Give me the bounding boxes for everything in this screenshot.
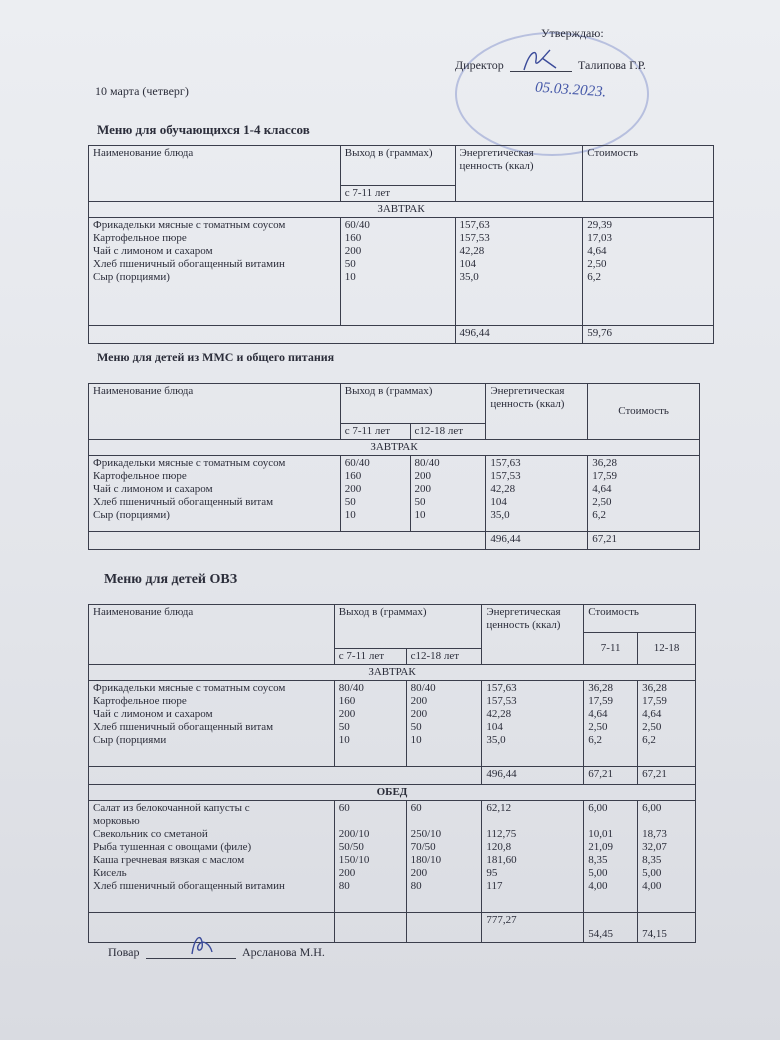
list-item: 157,63 (486, 682, 517, 694)
s1-cost-list (583, 218, 714, 326)
list-item: 4,64 (588, 708, 608, 720)
list-item: 80/40 (414, 457, 440, 469)
s3-l-output711-list (334, 801, 406, 913)
list-item: 50/50 (338, 841, 364, 853)
list-item: Сыр (порциями) (93, 509, 170, 521)
director-name: Талипова Г.Р. (578, 58, 646, 72)
s1-header-output: Выход в (граммах) (340, 146, 455, 186)
list-item: Фрикадельки мясные с томатным соусом (93, 682, 286, 694)
list-item: 60 (410, 802, 422, 814)
list-item: 157,63 (490, 457, 521, 469)
s1-energy-list (455, 218, 583, 326)
s2-output711-list (340, 456, 410, 532)
list-item: Сыр (порциями (93, 734, 167, 746)
list-item: 21,09 (588, 841, 613, 853)
list-item: 10 (344, 271, 356, 283)
list-item: 2,50 (587, 258, 607, 270)
s1-total-label (89, 326, 456, 344)
s3-b-cost2-list (638, 681, 696, 767)
list-item: 104 (459, 258, 476, 270)
list-item: 6,2 (587, 271, 602, 283)
s3-l-energy-list (482, 801, 584, 913)
list-item: 17,03 (587, 232, 613, 244)
s3-b-total-cost1: 67,21 (584, 767, 638, 785)
list-item: 6,2 (588, 734, 602, 746)
list-item: 6,2 (642, 734, 656, 746)
s3-b-output711-list (334, 681, 406, 767)
s2-header-cost: Стоимость (588, 384, 700, 440)
s3-l-total-energy: 777,27 (482, 913, 584, 943)
list-item: 6,2 (592, 509, 606, 521)
s1-header-cost: Стоимость (583, 146, 714, 202)
list-item: 200 (414, 483, 432, 495)
list-item: 4,64 (587, 245, 607, 257)
s3-header-age1: с 7-11 лет (334, 649, 406, 665)
s3-b-total-cost2: 67,21 (638, 767, 696, 785)
list-item: Хлеб пшеничный обогащенный витамин (93, 880, 285, 892)
list-item: Рыба тушенная с овощами (филе) (93, 841, 252, 853)
list-item: 60 (338, 802, 350, 814)
list-item: Каша гречневая вязкая с маслом (93, 854, 245, 866)
list-item: 200 (338, 708, 356, 720)
list-item: 42,28 (486, 708, 512, 720)
list-item: 2,50 (642, 721, 662, 733)
s3-header-cost2: 12-18 (638, 633, 696, 665)
list-item: 200 (344, 483, 362, 495)
s1-header-name: Наименование блюда (89, 146, 341, 202)
list-item: 8,35 (642, 854, 662, 866)
list-item: Хлеб пшеничный обогащенный витам (93, 721, 274, 733)
s3-b-total-label (89, 767, 482, 785)
list-item: 104 (490, 496, 507, 508)
list-item: 10 (414, 509, 426, 521)
s2-header-name: Наименование блюда (89, 384, 341, 440)
list-item: 2,50 (588, 721, 608, 733)
list-item: 160 (338, 695, 356, 707)
section2-table (88, 383, 700, 550)
list-item: Картофельное пюре (93, 470, 187, 482)
list-item: 29,39 (587, 219, 613, 231)
s3-l-total-cost2: 74,15 (638, 913, 696, 943)
list-item: 32,07 (642, 841, 667, 853)
list-item: 10 (338, 734, 350, 746)
section3-title: Меню для детей ОВЗ (104, 572, 238, 587)
list-item: Салат из белокочанной капусты с морковью (93, 802, 250, 827)
list-item: Сыр (порциями) (93, 271, 170, 283)
s3-header-cost1: 7-11 (584, 633, 638, 665)
section1-title: Меню для обучающихся 1-4 классов (97, 122, 310, 137)
list-item: 17,59 (588, 695, 613, 707)
list-item: Чай с лимоном и сахаром (93, 708, 213, 720)
list-item: Хлеб пшеничный обогащенный витамин (93, 258, 285, 270)
s2-header-age1: с 7-11 лет (340, 424, 410, 440)
list-item: 42,28 (459, 245, 485, 257)
list-item: 17,59 (642, 695, 667, 707)
s3-header-age2: с12-18 лет (406, 649, 482, 665)
s3-l-cost2-list (638, 801, 696, 913)
s3-header-name: Наименование блюда (89, 605, 335, 665)
list-item: 200 (410, 867, 428, 879)
s3-l-total-cost1: 54,45 (584, 913, 638, 943)
list-item: 35,0 (486, 734, 506, 746)
list-item: 150/10 (338, 854, 370, 866)
cook-signature (186, 930, 216, 958)
s3-l-cost1-list (584, 801, 638, 913)
s2-energy-list (486, 456, 588, 532)
list-item: 5,00 (588, 867, 608, 879)
list-item: 10 (344, 509, 356, 521)
s1-total-cost: 59,76 (583, 326, 714, 344)
list-item: Чай с лимоном и сахаром (93, 483, 213, 495)
s2-meal-breakfast: ЗАВТРАК (89, 440, 700, 456)
list-item: Картофельное пюре (93, 695, 187, 707)
s2-header-age2: с12-18 лет (410, 424, 486, 440)
s1-total-energy: 496,44 (455, 326, 583, 344)
list-item: Чай с лимоном и сахаром (93, 245, 213, 257)
section3-table (88, 604, 696, 943)
list-item: 160 (344, 232, 362, 244)
list-item: 36,28 (588, 682, 613, 694)
s1-output-list (340, 218, 455, 326)
s2-output1218-list (410, 456, 486, 532)
s2-cost-list (588, 456, 700, 532)
s3-l-output1218-list (406, 801, 482, 913)
list-item: 50 (344, 258, 356, 270)
s3-b-total-energy: 496,44 (482, 767, 584, 785)
list-item: 60/40 (344, 219, 370, 231)
s3-b-output1218-list (406, 681, 482, 767)
cook-label: Повар (108, 945, 140, 959)
list-item: 6,00 (642, 802, 662, 814)
s2-dish-list (89, 456, 341, 532)
list-item: 200 (410, 708, 428, 720)
list-item: Фрикадельки мясные с томатным соусом (93, 219, 286, 231)
cook-signature-line (146, 958, 236, 959)
s3-meal-lunch: ОБЕД (89, 785, 696, 801)
list-item: 4,00 (588, 880, 608, 892)
s2-header-energy: Энергетическая ценность (ккал) (486, 384, 588, 440)
list-item: 6,00 (588, 802, 608, 814)
list-item: 70/50 (410, 841, 436, 853)
s3-meal-breakfast: ЗАВТРАК (89, 665, 696, 681)
s1-dish-list (89, 218, 341, 326)
list-item: 157,53 (459, 232, 490, 244)
cook-name: Арсланова М.Н. (242, 945, 325, 959)
list-item: 17,59 (592, 470, 617, 482)
list-item: 80 (410, 880, 422, 892)
s2-header-output: Выход в (граммах) (340, 384, 486, 424)
director-signature (520, 46, 560, 76)
list-item: 200/10 (338, 828, 370, 840)
list-item: 50 (414, 496, 426, 508)
s3-header-cost: Стоимость (584, 605, 696, 633)
s1-header-age: с 7-11 лет (340, 186, 455, 202)
s1-meal-breakfast: ЗАВТРАК (89, 202, 714, 218)
list-item: 95 (486, 867, 498, 879)
menu-date: 10 марта (четверг) (95, 84, 189, 98)
list-item: Кисель (93, 867, 127, 879)
list-item: 60/40 (344, 457, 370, 469)
list-item: 181,60 (486, 854, 517, 866)
s1-header-energy: Энергетическая ценность (ккал) (455, 146, 583, 202)
s3-b-dish-list (89, 681, 335, 767)
list-item: 5,00 (642, 867, 662, 879)
list-item: 36,28 (642, 682, 667, 694)
approve-label: Утверждаю: (541, 26, 604, 40)
list-item: 160 (344, 470, 362, 482)
section1-table (88, 145, 714, 344)
list-item: 200 (410, 695, 428, 707)
list-item: 80/40 (410, 682, 436, 694)
list-item: 200 (414, 470, 432, 482)
list-item: 35,0 (459, 271, 479, 283)
list-item: 2,50 (592, 496, 612, 508)
list-item: 112,75 (486, 828, 517, 840)
list-item: 120,8 (486, 841, 512, 853)
s3-l-dish-list (89, 801, 335, 913)
list-item: Хлеб пшеничный обогащенный витам (93, 496, 274, 508)
s3-header-energy: Энергетическая ценность (ккал) (482, 605, 584, 665)
list-item: 200 (344, 245, 362, 257)
list-item: 4,64 (592, 483, 612, 495)
list-item: 36,28 (592, 457, 617, 469)
list-item: 157,53 (486, 695, 517, 707)
s3-header-output: Выход в (граммах) (334, 605, 482, 649)
list-item: 200 (338, 867, 356, 879)
list-item: 157,53 (490, 470, 521, 482)
list-item: 42,28 (490, 483, 516, 495)
list-item: 180/10 (410, 854, 442, 866)
s3-l-total-empty1 (334, 913, 406, 943)
s3-b-energy-list (482, 681, 584, 767)
list-item: 4,64 (642, 708, 662, 720)
list-item: 50 (344, 496, 356, 508)
s3-l-total-empty2 (406, 913, 482, 943)
list-item: 157,63 (459, 219, 490, 231)
handwritten-date: 05.03.2023. (534, 79, 607, 101)
section2-title: Меню для детей из ММС и общего питания (97, 350, 335, 364)
list-item: 4,00 (642, 880, 662, 892)
list-item: 104 (486, 721, 503, 733)
s2-total-label (89, 532, 486, 550)
s2-total-cost: 67,21 (588, 532, 700, 550)
s2-total-energy: 496,44 (486, 532, 588, 550)
s3-b-cost1-list (584, 681, 638, 767)
list-item: 250/10 (410, 828, 442, 840)
list-item: 10 (410, 734, 422, 746)
list-item: 80 (338, 880, 350, 892)
list-item: Свекольник со сметаной (93, 828, 208, 840)
list-item: Фрикадельки мясные с томатным соусом (93, 457, 286, 469)
list-item: 50 (410, 721, 422, 733)
list-item: 10,01 (588, 828, 613, 840)
director-label: Директор (455, 58, 504, 72)
list-item: 18,73 (642, 828, 667, 840)
list-item: 50 (338, 721, 350, 733)
list-item: 35,0 (490, 509, 510, 521)
list-item: 117 (486, 880, 503, 892)
list-item: 62,12 (486, 802, 512, 814)
list-item: 80/40 (338, 682, 364, 694)
list-item: Картофельное пюре (93, 232, 187, 244)
list-item: 8,35 (588, 854, 608, 866)
